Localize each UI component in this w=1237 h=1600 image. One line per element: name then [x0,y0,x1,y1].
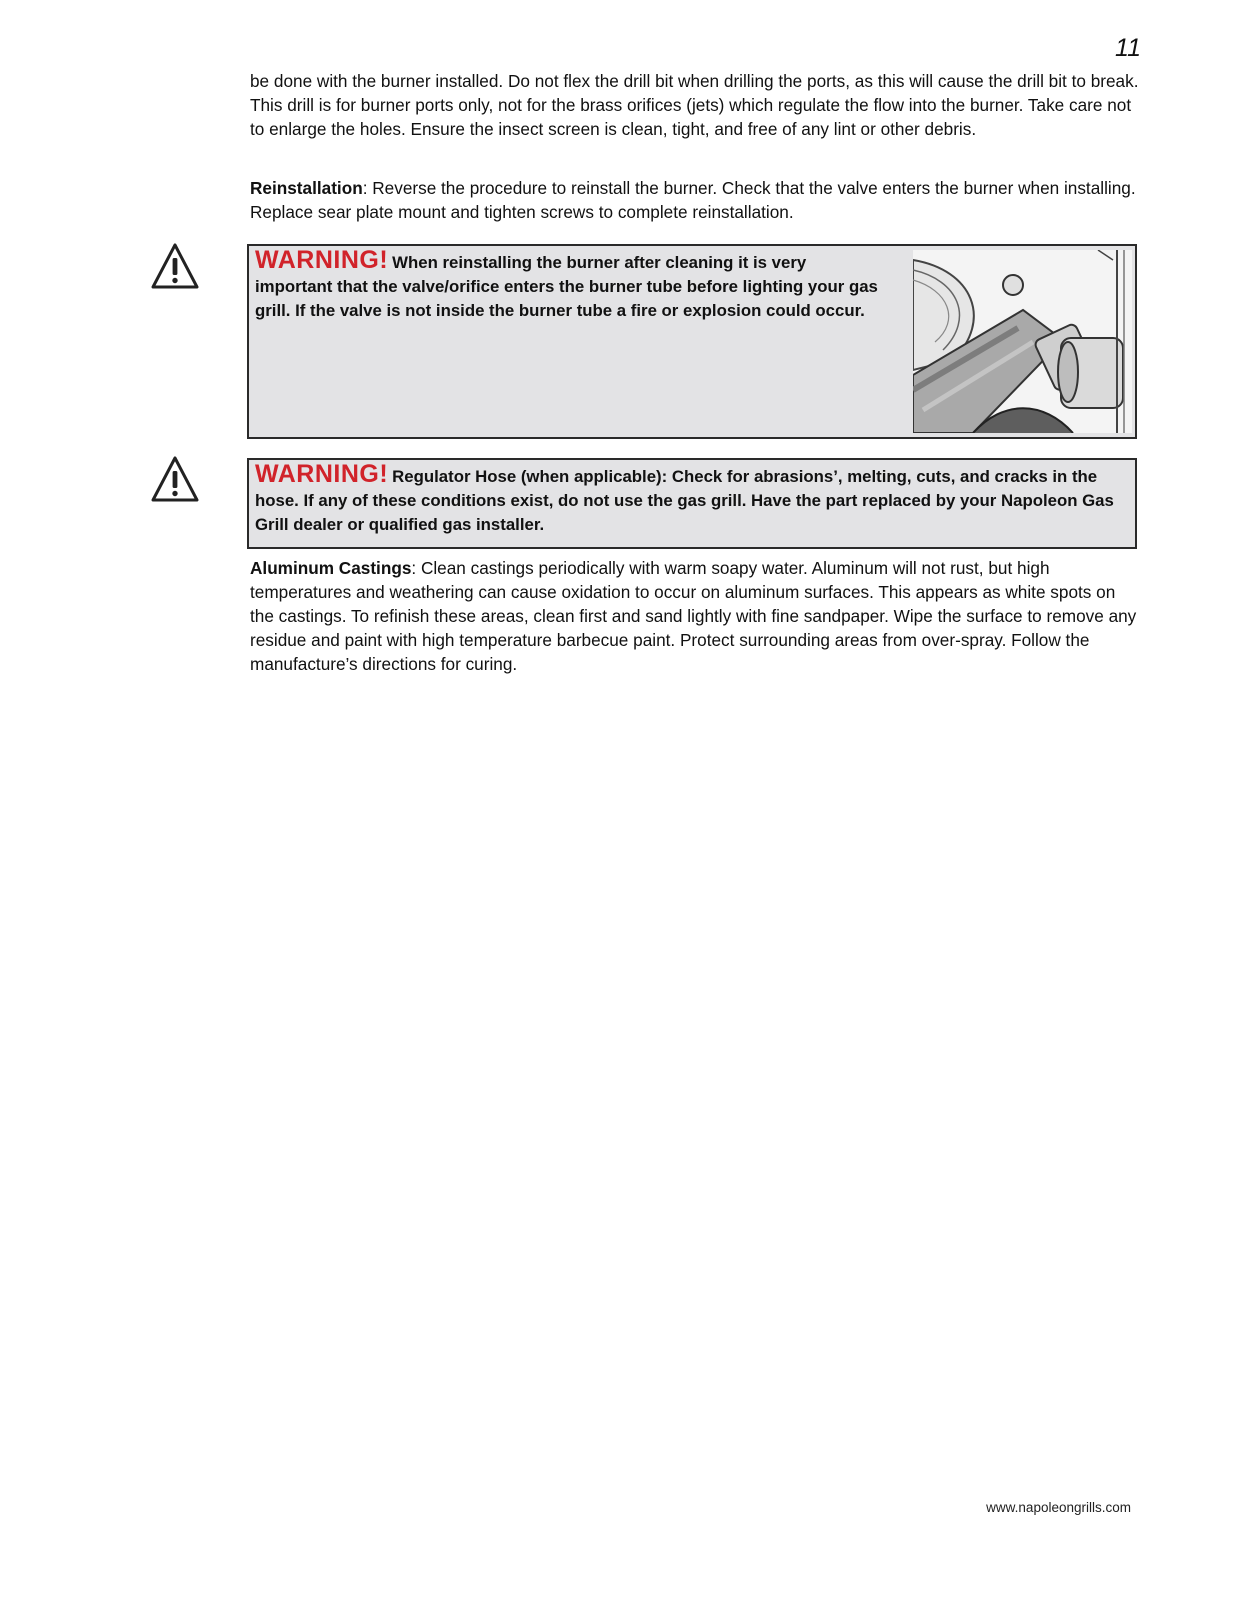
warning-label: WARNING! [255,246,389,274]
warning-box-burner [247,244,1137,439]
reinstallation-label: Reinstallation [250,178,363,198]
drilling-text: be done with the burner installed. Do not flex the drill bit when drilling the ports, as this will cause the drill bit to break. This drill is for burner ports only, not for the brass orifices (jets) which regulate the flow into the burner. Take care not to enlarge the holes. Ensure the insect screen is clean, tight, and free of any lint or other debris. [250,71,1139,139]
aluminum-castings-label: Aluminum Castings [250,558,412,578]
warning-body: When reinstalling the burner after cleaning it is very important that the valve/orifice enters the burner tube before lighting your gas grill. If the valve is not inside the burner tube a fire or explosion could occur. [255,253,878,320]
warning-message [255,462,1133,537]
page-number: 11 [1115,34,1141,62]
aluminum-castings-paragraph [250,556,1140,676]
footer-website-link[interactable]: www.napoleongrills.com [986,1500,1131,1515]
drilling-paragraph [250,69,1140,141]
warning-box-regulator-hose [247,458,1137,549]
warning-message [255,248,885,323]
reinstallation-text: : Reverse the procedure to reinstall the burner. Check that the valve enters the burner when installing. Replace sear plate mount and tighten screws to complete reinstallation. [250,178,1136,222]
burner-valve-illustration [913,250,1132,433]
warning-label: WARNING! [255,460,389,488]
aluminum-castings-text: : Clean castings periodically with warm soapy water. Aluminum will not rust, but high temperatures and weathering can cause oxidation to occur on aluminum surfaces. This appears as white spots on the castings. To refinish these areas, clean first and sand lightly with fine sandpaper. Wipe the surface to remove any residue and paint with high temperature barbecue paint. Protect surrounding areas from over-spray. Follow the manufacture’s directions for curing. [250,558,1137,674]
reinstallation-paragraph [250,176,1140,224]
warning-triangle-icon [150,242,200,292]
warning-body: Regulator Hose (when applicable): Check for abrasions’, melting, cuts, and cracks in the hose. If any of these conditions exist, do not use the gas grill. Have the part replaced by your Napoleon Gas Grill dealer or qualified gas installer. [255,467,1114,534]
warning-triangle-icon [150,455,200,505]
